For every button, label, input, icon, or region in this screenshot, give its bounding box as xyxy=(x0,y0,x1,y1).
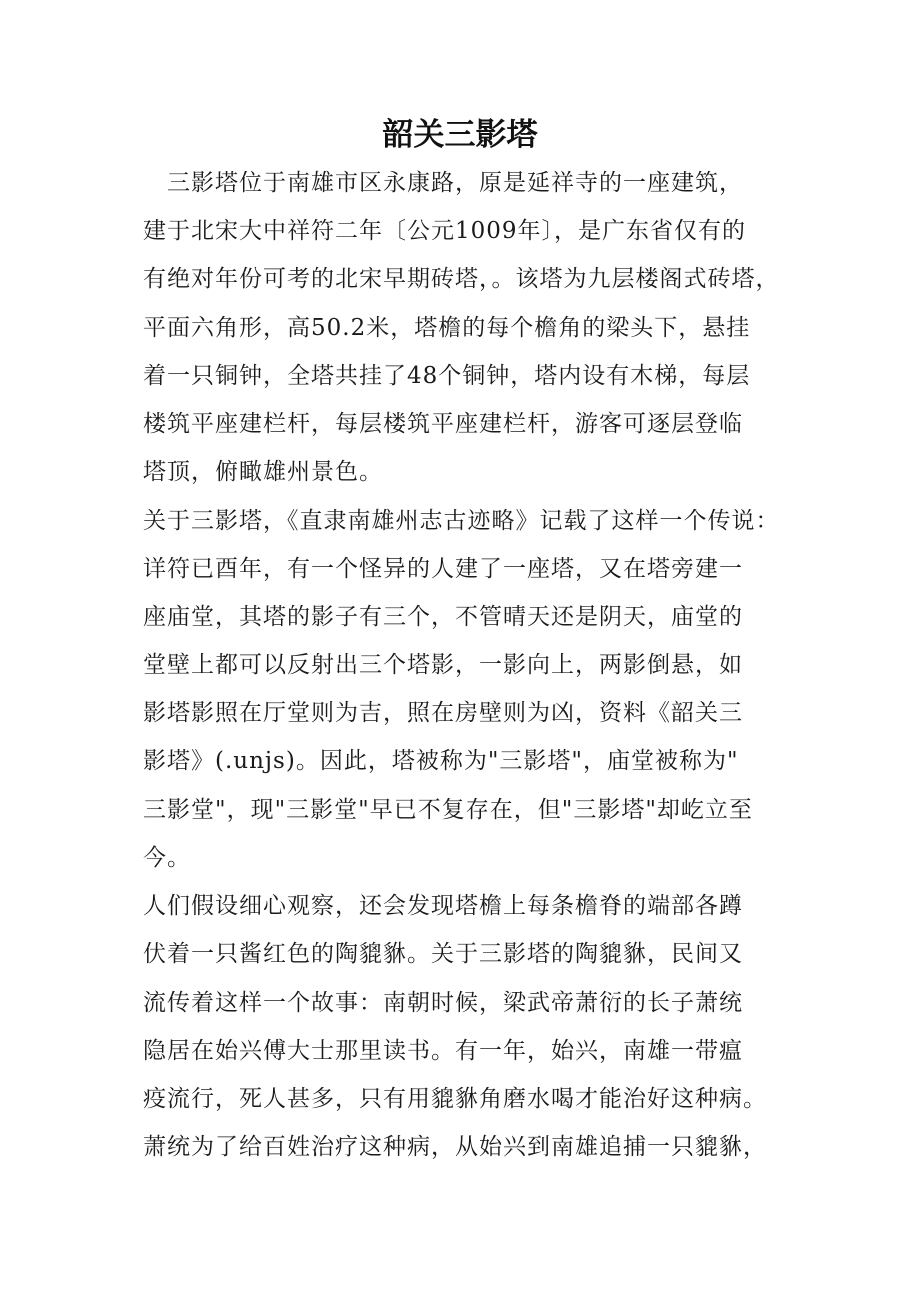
paragraph-line: 人们假设细心观察，还会发现塔檐上每条檐脊的端部各蹲 xyxy=(143,893,743,919)
paragraph-line: 平面六角形，高50.2米，塔檐的每个檐角的梁头下，悬挂 xyxy=(143,315,751,341)
paragraph-line: 建于北宋大中祥符二年〔公元1009年〕，是广东省仅有的 xyxy=(143,218,747,244)
paragraph-line: 关于三影塔，《直隶南雄州志古迹略》记载了这样一个传说： xyxy=(143,508,780,534)
paragraph-line: 今。 xyxy=(143,845,191,871)
paragraph-line: 座庙堂，其塔的影子有三个，不管晴天还是阴天，庙堂的 xyxy=(143,604,743,630)
paragraph-line: 流传着这样一个故事：南朝时候，梁武帝萧衍的长子萧统 xyxy=(143,990,743,1016)
paragraph-line: 三影塔位于南雄市区永康路，原是延祥寺的一座建筑， xyxy=(167,170,743,196)
paragraph-line: 伏着一只酱红色的陶貔貅。关于三影塔的陶貔貅，民间又 xyxy=(143,941,743,967)
paragraph-line: 疫流行，死人甚多，只有用貔貅角磨水喝才能治好这种病。 xyxy=(143,1086,767,1112)
paragraph-line: 着一只铜钟，全塔共挂了48个铜钟，塔内设有木梯，每层 xyxy=(143,363,751,389)
paragraph-line: 楼筑平座建栏杆，每层楼筑平座建栏杆，游客可逐层登临 xyxy=(143,411,743,437)
paragraph-line: 影塔影照在厅堂则为吉，照在房壁则为凶，资料《韶关三 xyxy=(143,700,743,726)
paragraph-line: 塔顶，俯瞰雄州景色。 xyxy=(143,459,383,485)
paragraph-line: 影塔》(.unjs)。因此，塔被称为"三影塔"，庙堂被称为" xyxy=(143,748,739,774)
paragraph-line: 堂壁上都可以反射出三个塔影，一影向上，两影倒悬，如 xyxy=(143,652,743,678)
paragraph-line: 三影堂"，现"三影堂"早已不复存在，但"三影塔"却屹立至 xyxy=(143,797,753,823)
document-title: 韶关三影塔 xyxy=(382,117,538,153)
paragraph-line: 隐居在始兴傅大士那里读书。有一年，始兴，南雄一带瘟 xyxy=(143,1038,743,1064)
paragraph-line: 有绝对年份可考的北宋早期砖塔，。该塔为九层楼阁式砖塔， xyxy=(143,266,780,292)
paragraph-line: 详符已酉年，有一个怪异的人建了一座塔，又在塔旁建一 xyxy=(143,556,743,582)
paragraph-line: 萧统为了给百姓治疗这种病，从始兴到南雄追捕一只貔貅， xyxy=(143,1134,767,1160)
